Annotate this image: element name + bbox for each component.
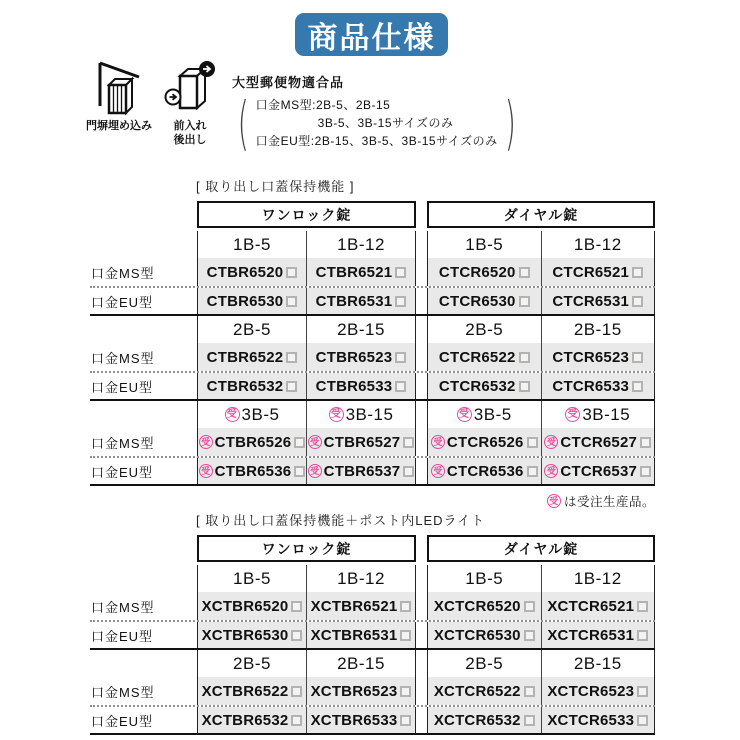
product-code-cell <box>428 592 541 620</box>
size-label: 1B-5 <box>465 234 504 254</box>
spec-table-lid-hold <box>90 176 655 510</box>
size-label: 3B-15 <box>345 404 394 424</box>
color-code-box <box>637 601 648 612</box>
product-code-cell <box>428 677 541 705</box>
spacer <box>90 201 197 228</box>
spacer <box>416 622 427 648</box>
product-code-cell <box>306 458 415 484</box>
size-header-cell <box>198 231 306 258</box>
color-code-box <box>640 437 651 448</box>
dial-columns <box>427 231 655 258</box>
product-code: CTCR6530 <box>438 292 516 310</box>
onelock-cells <box>197 258 416 286</box>
lock-type-header-dial: ダイヤル錠 <box>427 201 655 228</box>
spacer <box>416 401 427 428</box>
product-code-cell <box>198 677 306 705</box>
product-code-cell <box>198 288 306 314</box>
spacer <box>90 650 197 677</box>
product-row <box>90 258 655 286</box>
front-in-back-out-icon <box>164 60 216 118</box>
product-code-cell <box>306 343 415 371</box>
product-code: CTCR6522 <box>438 348 516 366</box>
product-code: CTCR6536 <box>446 462 524 480</box>
product-code: XCTBR6531 <box>310 626 398 644</box>
made-to-order-icon: 受 <box>565 407 580 422</box>
made-to-order-icon: 受 <box>431 435 445 449</box>
made-to-order-icon: 受 <box>308 464 322 478</box>
product-code-cell <box>198 592 306 620</box>
large-mail-note-title: 大型郵便物適合品 <box>232 75 345 90</box>
size-header-cell <box>198 650 306 677</box>
color-code-box <box>291 715 302 726</box>
product-code-cell <box>306 428 415 456</box>
dial-cells <box>427 458 655 484</box>
dial-cells <box>427 428 655 456</box>
size-label: 2B-15 <box>573 653 622 673</box>
product-row <box>90 371 655 399</box>
color-code-box <box>286 352 297 363</box>
lock-header-row <box>90 201 655 228</box>
product-code: XCTBR6520 <box>201 597 289 615</box>
product-row <box>90 592 655 620</box>
product-code: CTCR6526 <box>446 433 524 451</box>
made-to-order-icon: 受 <box>431 464 445 478</box>
color-code-box <box>395 381 406 392</box>
compat-line-3: 口金EU型:2B-15、3B-5、3B-15サイズのみ <box>255 134 498 148</box>
product-row <box>90 677 655 705</box>
lock-type-header-onelock: ワンロック錠 <box>197 201 416 228</box>
size-label: 3B-5 <box>473 404 512 424</box>
spacer <box>416 565 427 592</box>
size-label: 2B-5 <box>233 653 271 673</box>
product-code: CTCR6532 <box>438 377 516 395</box>
spec-table-lid-hold-led <box>90 510 655 735</box>
lock-header-row <box>90 535 655 562</box>
color-code-box <box>527 466 538 477</box>
front-in-back-out-label <box>174 120 207 148</box>
row-label: 口金EU型 <box>91 628 154 644</box>
dial-cells <box>427 622 655 648</box>
product-code: XCTCR6523 <box>547 682 635 700</box>
onelock-columns <box>197 650 416 677</box>
color-code-box <box>400 630 411 641</box>
product-code-cell <box>541 677 655 705</box>
spacer <box>90 565 197 592</box>
dial-columns <box>427 401 655 428</box>
spacer <box>416 231 427 258</box>
compat-line-2: 3B-5、3B-15サイズのみ <box>317 116 454 130</box>
row-label: 口金MS型 <box>91 350 155 366</box>
color-code-box <box>286 381 297 392</box>
row-label: 口金MS型 <box>91 684 155 700</box>
product-row <box>90 286 655 314</box>
wall-embed-label: 門塀埋め込み <box>86 120 152 132</box>
product-code: CTCR6521 <box>552 263 630 281</box>
spacer <box>416 201 427 228</box>
product-code: CTBR6523 <box>315 348 393 366</box>
color-code-box <box>395 267 406 278</box>
product-code-cell <box>198 707 306 733</box>
product-code-cell <box>541 343 655 371</box>
product-code-cell <box>428 707 541 733</box>
wall-embed-icon <box>93 60 145 118</box>
color-code-box <box>524 630 535 641</box>
dial-columns <box>427 650 655 677</box>
product-code: CTCR6523 <box>552 348 630 366</box>
size-label: 1B-5 <box>233 234 271 254</box>
size-label: 1B-5 <box>465 568 504 588</box>
color-code-box <box>395 296 406 307</box>
color-code-box <box>637 686 648 697</box>
size-header-cell <box>306 231 415 258</box>
row-label: 口金MS型 <box>91 599 155 615</box>
size-label: 2B-15 <box>337 653 385 673</box>
section-title: [ 取り出し口蓋保持機能 ] <box>196 179 355 194</box>
product-code: CTBR6527 <box>323 433 401 451</box>
size-label: 1B-12 <box>337 568 385 588</box>
color-code-box <box>637 630 648 641</box>
color-code-box <box>640 466 651 477</box>
product-code: CTBR6531 <box>315 292 393 310</box>
onelock-cells <box>197 458 416 484</box>
product-code: XCTCR6520 <box>433 597 521 615</box>
product-code: XCTCR6532 <box>433 711 521 729</box>
product-code: XCTCR6522 <box>433 682 521 700</box>
product-code-cell <box>198 343 306 371</box>
product-code-cell <box>306 373 415 399</box>
spacer <box>416 677 427 705</box>
size-header-row <box>90 565 655 592</box>
product-code: XCTCR6531 <box>547 626 635 644</box>
product-code: CTBR6536 <box>214 462 292 480</box>
compat-line-1: 口金MS型:2B-5、2B-15 <box>255 98 391 112</box>
size-group <box>90 650 655 735</box>
large-mail-note <box>232 72 521 157</box>
row-label: 口金EU型 <box>91 713 154 729</box>
color-code-box <box>395 352 406 363</box>
product-code-cell <box>428 258 541 286</box>
spacer <box>416 458 427 484</box>
dial-cells <box>427 373 655 399</box>
spacer <box>90 231 197 258</box>
size-label: 2B-5 <box>233 319 271 339</box>
product-code: CTBR6533 <box>315 377 393 395</box>
size-label: 2B-15 <box>573 319 622 339</box>
color-code-box <box>632 352 643 363</box>
product-code: XCTCR6521 <box>547 597 635 615</box>
product-code: CTCR6527 <box>560 433 638 451</box>
front-in-back-out-badge <box>164 60 216 148</box>
back-out-label: 後出し <box>173 133 207 146</box>
section-title: [ 取り出し口蓋保持機能＋ポスト内LEDライト <box>196 513 486 528</box>
size-header-cell <box>306 565 415 592</box>
product-code: CTBR6521 <box>315 263 393 281</box>
product-code-cell <box>306 592 415 620</box>
size-label: 1B-12 <box>337 234 385 254</box>
size-header-cell <box>306 316 415 343</box>
size-label: 2B-15 <box>337 319 385 339</box>
product-code: XCTBR6521 <box>310 597 398 615</box>
size-header-cell <box>428 316 541 343</box>
made-to-order-note <box>90 492 655 510</box>
size-header-cell <box>541 231 655 258</box>
size-header-cell <box>541 316 655 343</box>
product-code-cell <box>198 428 306 456</box>
onelock-cells <box>197 288 416 314</box>
close-paren: ) <box>504 88 516 157</box>
size-label: 2B-5 <box>465 319 504 339</box>
size-group <box>90 401 655 486</box>
size-label: 1B-12 <box>573 568 622 588</box>
made-to-order-icon: 受 <box>225 407 240 422</box>
made-to-order-icon: 受 <box>199 464 213 478</box>
product-code: CTCR6533 <box>552 377 630 395</box>
dial-cells <box>427 592 655 620</box>
product-code: XCTBR6523 <box>310 682 398 700</box>
made-to-order-icon: 受 <box>547 494 561 508</box>
color-code-box <box>524 686 535 697</box>
color-code-box <box>403 466 414 477</box>
color-code-box <box>286 267 297 278</box>
size-header-row <box>90 231 655 258</box>
color-code-box <box>519 296 530 307</box>
product-code: CTCR6537 <box>560 462 638 480</box>
color-code-box <box>403 437 414 448</box>
size-header-row <box>90 401 655 428</box>
spacer <box>416 258 427 286</box>
spacer <box>416 535 427 562</box>
spacer <box>416 343 427 371</box>
onelock-cells <box>197 677 416 705</box>
spacer <box>416 592 427 620</box>
spacer <box>416 316 427 343</box>
color-code-box <box>400 715 411 726</box>
product-code-cell <box>428 622 541 648</box>
product-code: XCTCR6533 <box>547 711 635 729</box>
made-to-order-note-text: は受注生産品。 <box>563 495 655 509</box>
product-code-cell <box>428 373 541 399</box>
color-code-box <box>527 437 538 448</box>
product-code: CTCR6531 <box>552 292 630 310</box>
size-header-cell <box>428 231 541 258</box>
color-code-box <box>400 601 411 612</box>
product-row <box>90 343 655 371</box>
onelock-cells <box>197 343 416 371</box>
made-to-order-icon: 受 <box>199 435 213 449</box>
color-code-box <box>632 267 643 278</box>
color-code-box <box>519 267 530 278</box>
row-label: 口金EU型 <box>91 464 154 480</box>
spacer <box>416 288 427 314</box>
product-code-cell <box>198 458 306 484</box>
product-code: CTBR6532 <box>206 377 284 395</box>
size-header-cell <box>198 401 306 428</box>
made-to-order-icon: 受 <box>457 407 472 422</box>
color-code-box <box>294 466 305 477</box>
onelock-columns <box>197 316 416 343</box>
spacer <box>416 428 427 456</box>
size-group <box>90 231 655 316</box>
onelock-columns <box>197 565 416 592</box>
color-code-box <box>291 601 302 612</box>
product-code: CTCR6520 <box>438 263 516 281</box>
product-code-cell <box>541 592 655 620</box>
product-code-cell <box>541 428 655 456</box>
product-code: XCTBR6533 <box>310 711 398 729</box>
size-header-row <box>90 650 655 677</box>
product-code-cell <box>306 707 415 733</box>
product-code-cell <box>198 373 306 399</box>
product-code: CTBR6530 <box>206 292 284 310</box>
open-paren: ( <box>237 88 249 157</box>
onelock-columns <box>197 231 416 258</box>
made-to-order-icon: 受 <box>544 464 558 478</box>
product-row <box>90 620 655 648</box>
color-code-box <box>637 715 648 726</box>
lock-type-header-onelock: ワンロック錠 <box>197 535 416 562</box>
product-code: CTBR6526 <box>214 433 292 451</box>
size-header-cell <box>306 650 415 677</box>
color-code-box <box>632 381 643 392</box>
size-group <box>90 565 655 650</box>
color-code-box <box>400 686 411 697</box>
lock-type-header-dial: ダイヤル錠 <box>427 535 655 562</box>
row-label: 口金MS型 <box>91 435 155 451</box>
dial-cells <box>427 707 655 733</box>
row-label: 口金EU型 <box>91 294 154 310</box>
product-code-cell <box>306 258 415 286</box>
spacer <box>90 401 197 428</box>
product-code-cell <box>541 458 655 484</box>
front-in-label: 前入れ <box>173 120 207 132</box>
product-code: XCTBR6522 <box>201 682 289 700</box>
color-code-box <box>632 296 643 307</box>
product-code: CTBR6537 <box>323 462 401 480</box>
dial-columns <box>427 316 655 343</box>
spacer <box>90 316 197 343</box>
onelock-cells <box>197 622 416 648</box>
product-code-cell <box>198 622 306 648</box>
product-code-cell <box>306 622 415 648</box>
onelock-cells <box>197 707 416 733</box>
product-code-cell <box>198 258 306 286</box>
made-to-order-icon: 受 <box>544 435 558 449</box>
product-code: CTBR6520 <box>206 263 284 281</box>
product-code-cell <box>428 458 541 484</box>
size-header-cell <box>428 565 541 592</box>
size-header-cell <box>198 316 306 343</box>
size-group <box>90 316 655 401</box>
size-header-cell <box>428 650 541 677</box>
product-code-cell <box>306 288 415 314</box>
color-code-box <box>519 381 530 392</box>
page-title: 商品仕様 <box>295 13 448 56</box>
row-label: 口金EU型 <box>91 379 154 395</box>
size-header-row <box>90 316 655 343</box>
color-code-box <box>519 352 530 363</box>
product-code-cell <box>541 288 655 314</box>
dial-columns <box>427 565 655 592</box>
size-label: 2B-5 <box>465 653 504 673</box>
product-row <box>90 428 655 456</box>
product-row <box>90 456 655 484</box>
spacer <box>416 373 427 399</box>
spacer <box>90 535 197 562</box>
size-header-cell <box>541 650 655 677</box>
product-code-cell <box>541 373 655 399</box>
product-code-cell <box>428 288 541 314</box>
size-header-cell <box>541 565 655 592</box>
dial-cells <box>427 343 655 371</box>
size-header-cell <box>306 401 415 428</box>
product-code-cell <box>428 428 541 456</box>
size-header-cell <box>198 565 306 592</box>
product-code: XCTBR6532 <box>201 711 289 729</box>
size-label: 1B-5 <box>233 568 271 588</box>
color-code-box <box>291 686 302 697</box>
color-code-box <box>294 437 305 448</box>
onelock-columns <box>197 401 416 428</box>
product-code-cell <box>306 677 415 705</box>
color-code-box <box>524 601 535 612</box>
spacer <box>416 650 427 677</box>
product-row <box>90 705 655 733</box>
made-to-order-icon: 受 <box>329 407 344 422</box>
dial-cells <box>427 288 655 314</box>
onelock-cells <box>197 373 416 399</box>
made-to-order-icon: 受 <box>308 435 322 449</box>
product-code-cell <box>428 343 541 371</box>
size-header-cell <box>428 401 541 428</box>
onelock-cells <box>197 428 416 456</box>
color-code-box <box>286 296 297 307</box>
product-code-cell <box>541 622 655 648</box>
dial-cells <box>427 677 655 705</box>
product-code: XCTCR6530 <box>433 626 521 644</box>
color-code-box <box>291 630 302 641</box>
dial-cells <box>427 258 655 286</box>
product-code: XCTBR6530 <box>201 626 289 644</box>
product-code: CTBR6522 <box>206 348 284 366</box>
onelock-cells <box>197 592 416 620</box>
product-code-cell <box>541 258 655 286</box>
size-label: 3B-15 <box>582 404 631 424</box>
wall-embed-badge <box>86 60 152 148</box>
feature-badges <box>86 60 216 148</box>
product-code-cell <box>541 707 655 733</box>
size-label: 3B-5 <box>241 404 280 424</box>
size-header-cell <box>541 401 655 428</box>
size-label: 1B-12 <box>573 234 622 254</box>
color-code-box <box>524 715 535 726</box>
row-label: 口金MS型 <box>91 265 155 281</box>
spacer <box>416 707 427 733</box>
